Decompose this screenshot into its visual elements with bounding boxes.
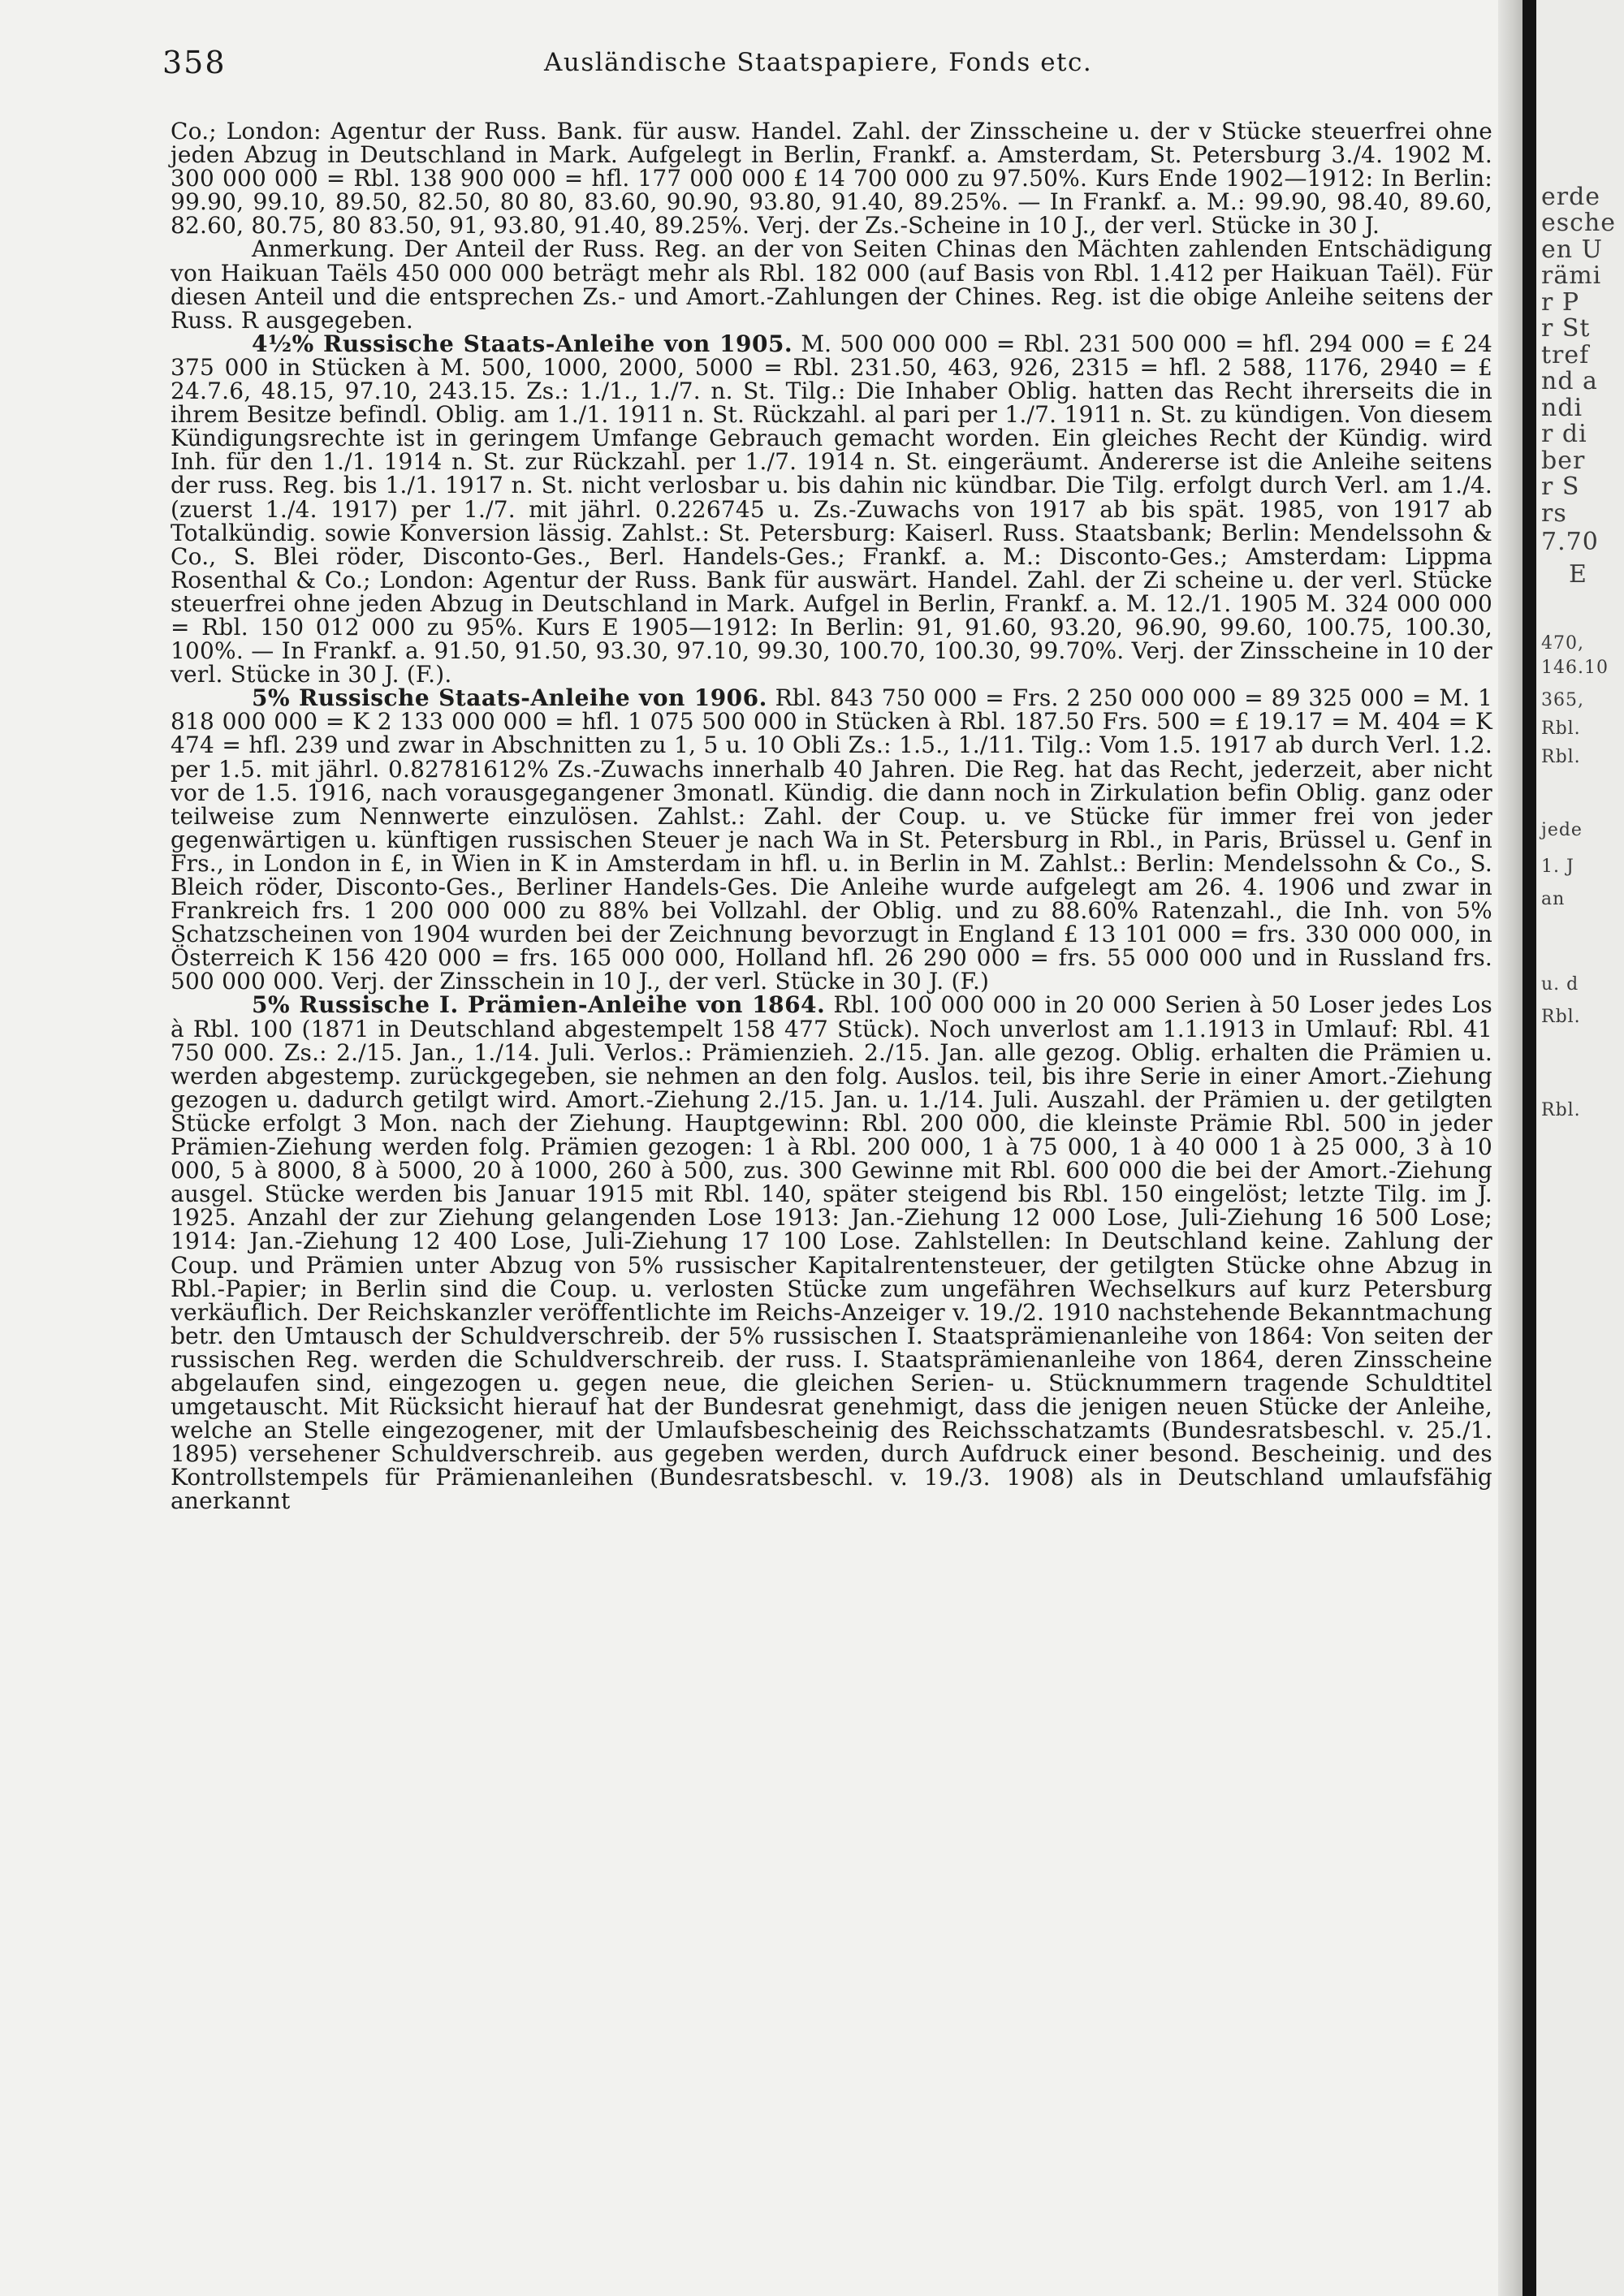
section-heading: 4½% Russische Staats-Anleihe von 1905.: [252, 330, 793, 357]
adjacent-page-line: 365,: [1541, 690, 1584, 710]
adjacent-page-line: Rbl.: [1541, 747, 1581, 767]
book-spine: [1522, 0, 1536, 2296]
adjacent-page-line: 1. J: [1541, 857, 1574, 877]
paragraph-text: M. 500 000 000 = Rbl. 231 500 000 = hfl. 294 000 = £ 24 375 000 in Stücken à M. 500, 1000, 2000, 5000 = Rbl. 231.50, 463, 926, 2315 = hfl. 2 588, 1176, 2940 = £ 24.7.6, 48.15, 97.10, 243.15. Zs.: 1./1., 1./7. n. St. Tilg.: Die Inhaber Oblig. hatten das Recht ihrerseits die in ihrem Besitze befindl. Oblig. am 1./1. 1911 n. St. Rückzahl. al pari per 1./7. 1911 n. St. zu kündigen. Von diesem Kündigungsrechte ist in geringem Umfange Gebrauch gemacht worden. Ein gleiches Recht der Kündig. wird Inh. für den 1./1. 1914 n. St. zur Rückzahl. per 1./7. 1914 n. St. eingeräumt. Andererse ist die Anleihe seitens der russ. Reg. bis 1./1. 1917 n. St. nicht verlosbar u. bis dahin nic kündbar. Die Tilg. erfolgt durch Verl. am 1./4. (zuerst 1./4. 1917) per 1./7. mit jährl. 0.226745 u. Zs.-Zuwachs von 1917 ab bis spät. 1985, von 1917 ab Totalkündig. sowie Konversion lässig. Zahlst.: St. Petersburg: Kaiserl. Russ. Staatsbank; Berlin: Mendelssohn & Co., S. Blei röder, Disconto-Ges., Berl. Handels-Ges.; Frankf. a. M.: Disconto-Ges.; Amsterdam: Lippma Rosenthal & Co.; London: Agentur der Russ. Bank für auswärt. Handel. Zahl. der Zi scheine u. der verl. Stücke steuerfrei ohne jeden Abzug in Deutschland in Mark. Aufgel in Berlin, Frankf. a. M. 12./1. 1905 M. 324 000 000 = Rbl. 150 012 000 zu 95%. Kurs E 1905—1912: In Berlin: 91, 91.60, 93.20, 96.90, 99.60, 100.75, 100.30, 100%. — In Frankf. a. 91.50, 91.50, 93.30, 97.10, 99.30, 100.70, 100.30, 99.70%. Verj. der Zinsscheine in 10 der verl. Stücke in 30 J. (F.).: [171, 330, 1493, 688]
paragraph-intro: [171, 118, 1492, 240]
page-header: [162, 45, 1494, 85]
adjacent-page-line: esche: [1541, 209, 1617, 237]
adjacent-page-line: Rbl.: [1541, 1100, 1581, 1120]
body-text: [171, 119, 1492, 1513]
adjacent-page-line: en U: [1541, 235, 1603, 264]
adjacent-page-line: 146.10: [1541, 658, 1609, 678]
adjacent-page-line: rämi: [1541, 261, 1602, 290]
adjacent-page-line: jede: [1541, 820, 1583, 840]
adjacent-page-line: r S: [1541, 473, 1580, 501]
adjacent-page-line: 470,: [1541, 633, 1584, 654]
section-heading: 5% Russische Staats-Anleihe von 1906.: [252, 684, 767, 712]
paragraph-praemien-1864: [171, 993, 1492, 1513]
adjacent-page-line: ndi: [1541, 394, 1583, 422]
page-gutter-shadow: [1498, 0, 1522, 2296]
adjacent-page-line: Rbl.: [1541, 719, 1581, 739]
adjacent-page-line: 7.70: [1541, 528, 1599, 556]
adjacent-page-edge: [1536, 0, 1624, 2296]
adjacent-page-line: u. d: [1541, 974, 1579, 995]
page-number: 358: [162, 45, 227, 80]
section-heading: 5% Russische I. Prämien-Anleihe von 1864.: [252, 991, 826, 1019]
adjacent-page-line: ber: [1541, 447, 1586, 475]
adjacent-page-line: tref: [1541, 341, 1590, 369]
running-title: Ausländische Staatspapiere, Fonds etc.: [544, 48, 1093, 77]
paragraph-text: Rbl. 100 000 000 in 20 000 Serien à 50 Loser jedes Los à Rbl. 100 (1871 in Deutschland abgestempelt 158 477 Stück). Noch unverlost am 1.1.1913 in Umlauf: Rbl. 41 750 000. Zs.: 2./15. Jan., 1./14. Juli. Verlos.: Prämienzieh. 2./15. Jan. alle gezog. Oblig. erhalten die Prämien u. werden abgestemp. zurückgegeben, sie nehmen an den folg. Auslos. teil, bis ihre Serie in einer Amort.-Ziehung gezogen u. dadurch getilgt wird. Amort.-Ziehung 2./15. Jan. u. 1./14. Juli. Auszahl. der Prämien u. der getilgten Stücke erfolgt 3 Mon. nach der Ziehung. Hauptgewinn: Rbl. 200 000, die kleinste Prämie Rbl. 500 in jeder Prämien-Ziehung werden folg. Prämien gezogen: 1 à Rbl. 200 000, 1 à 75 000, 1 à 40 000 1 à 25 000, 3 à 10 000, 5 à 8000, 8 à 5000, 20 à 1000, 260 à 500, zus. 300 Gewinne mit Rbl. 600 000 die bei der Amort.-Ziehung ausgel. Stücke werden bis Januar 1915 mit Rbl. 140, später steigend bis Rbl. 150 eingelöst; letzte Tilg. im J. 1925. Anzahl der zur Ziehung gelangenden Lose 1913: Jan.-Ziehung 12 000 Lose, Juli-Ziehung 16 500 Lose; 1914: Jan.-Ziehung 12 400 Lose, Juli-Ziehung 17 100 Lose. Zahlstellen: In Deutschland keine. Zahlung der Coup. und Prämien unter Abzug von 5% russischer Kapitalrentensteuer, der getilgten Stücke ohne Abzug in Rbl.-Papier; in Berlin sind die Coup. u. verlosten Stücke zum ungefähren Wechselkurs auf kurz Petersburg verkäuflich. Der Reichskanzler veröffentlichte im Reichs-Anzeiger v. 19./2. 1910 nachstehende Bekanntmachung betr. den Umtausch der Schuldverschreib. der 5% russischen I. Staatsprämienanleihe von 1864: Von seiten der russischen Reg. werden die Schuldverschreib. der russ. I. Staatsprämienanleihe von 1864, deren Zinsscheine abgelaufen sind, eingezogen u. gegen neue, die gleichen Serien- u. Stücknummern tragende Schuldtitel umgetauscht. Mit Rücksicht hierauf hat der Bundesrat genehmigt, dass die jenigen neuen Stücke der Anleihe, welche an Stelle eingezogener, mit der Umlaufsbescheinig des Reichsschatzamts (Bundesratsbeschl. v. 25./1. 1895) versehener Schuldverschreib. aus gegeben werden, durch Aufdruck einer besond. Bescheinig. und des Kontrollstempels für Prämienanleihen (Bundesratsbeschl. v. 19./3. 1908) als in Deutschland umlaufsfähig anerkannt: [171, 991, 1493, 1515]
paragraph-anmerkung: [171, 235, 1492, 334]
adjacent-page-line: E: [1569, 560, 1587, 589]
adjacent-page-line: r P: [1541, 288, 1580, 317]
paragraph-text: Co.; London: Agentur der Russ. Bank. für ausw. Handel. Zahl. der Zinsscheine u. der v Stücke steuerfrei ohne jeden Abzug in Deutschland in Mark. Aufgelegt in Berlin, Frankf. a. Amsterdam, St. Petersburg 3./4. 1902 M. 300 000 000 = Rbl. 138 900 000 = hfl. 177 000 000 £ 14 700 000 zu 97.50%. Kurs Ende 1902—1912: In Berlin: 99.90, 99.10, 89.50, 82.50, 80 80, 83.60, 90.90, 93.80, 91.40, 89.25%. — In Frankf. a. M.: 99.90, 98.40, 89.60, 82.60, 80.75, 80 83.50, 91, 93.80, 91.40, 89.25%. Verj. der Zs.-Scheine in 10 J., der verl. Stücke in 30 J.: [171, 118, 1492, 240]
adjacent-page-line: rs: [1541, 499, 1567, 528]
adjacent-page-line: r di: [1541, 420, 1587, 448]
paragraph-text: Anmerkung. Der Anteil der Russ. Reg. an der von Seiten Chinas den Mächten zahlenden Entschädigung von Haikuan Taëls 450 000 000 beträgt mehr als Rbl. 182 000 (auf Basis von Rbl. 1.412 per Haikuan Taël). Für diesen Anteil und die entsprechen Zs.- und Amort.-Zahlungen der Chines. Reg. ist die obige Anleihe seitens der Russ. R ausgegeben.: [171, 235, 1492, 334]
adjacent-page-line: erde: [1541, 183, 1601, 211]
adjacent-page-line: an: [1541, 889, 1566, 909]
adjacent-page-line: Rbl.: [1541, 1007, 1581, 1027]
adjacent-page-line: nd a: [1541, 367, 1598, 395]
adjacent-page-line: r St: [1541, 314, 1591, 343]
paragraph-anleihe-1906: [171, 686, 1492, 993]
paragraph-anleihe-1905: [171, 332, 1492, 686]
paragraph-text: Rbl. 843 750 000 = Frs. 2 250 000 000 = 89 325 000 = M. 1 818 000 000 = K 2 133 000 000 = hfl. 1 075 500 000 in Stücken à Rbl. 187.50 Frs. 500 = £ 19.17 = M. 404 = K 474 = hfl. 239 und zwar in Abschnitten zu 1, 5 u. 10 Obli Zs.: 1.5., 1./11. Tilg.: Vom 1.5. 1917 ab durch Verl. 1.2. per 1.5. mit jährl. 0.82781612% Zs.-Zuwachs innerhalb 40 Jahren. Die Reg. hat das Recht, jederzeit, aber nicht vor de 1.5. 1916, nach vorausgegangener 3monatl. Kündig. die dann noch in Zirkulation befin Oblig. ganz oder teilweise zum Nennwerte einzulösen. Zahlst.: Zahl. der Coup. u. ve Stücke für immer frei von jeder gegenwärtigen u. künftigen russischen Steuer je nach Wa in St. Petersburg in Rbl., in Paris, Brüssel u. Genf in Frs., in London in £, in Wien in K in Amsterdam in hfl. u. in Berlin in M. Zahlst.: Berlin: Mendelssohn & Co., S. Bleich röder, Disconto-Ges., Berliner Handels-Ges. Die Anleihe wurde aufgelegt am 26. 4. 1906 und zwar in Frankreich frs. 1 200 000 000 zu 88% bei Vollzahl. der Oblig. und zu 88.60% Ratenzahl., die Inh. von 5% Schatzscheinen von 1904 wurden bei der Zeichnung bevorzugt in England £ 13 101 000 = frs. 330 000 000, in Österreich K 156 420 000 = frs. 165 000 000, Holland hfl. 26 290 000 = frs. 55 000 000 und in Russland frs. 500 000 000. Verj. der Zinsschein in 10 J., der verl. Stücke in 30 J. (F.): [171, 684, 1492, 995]
